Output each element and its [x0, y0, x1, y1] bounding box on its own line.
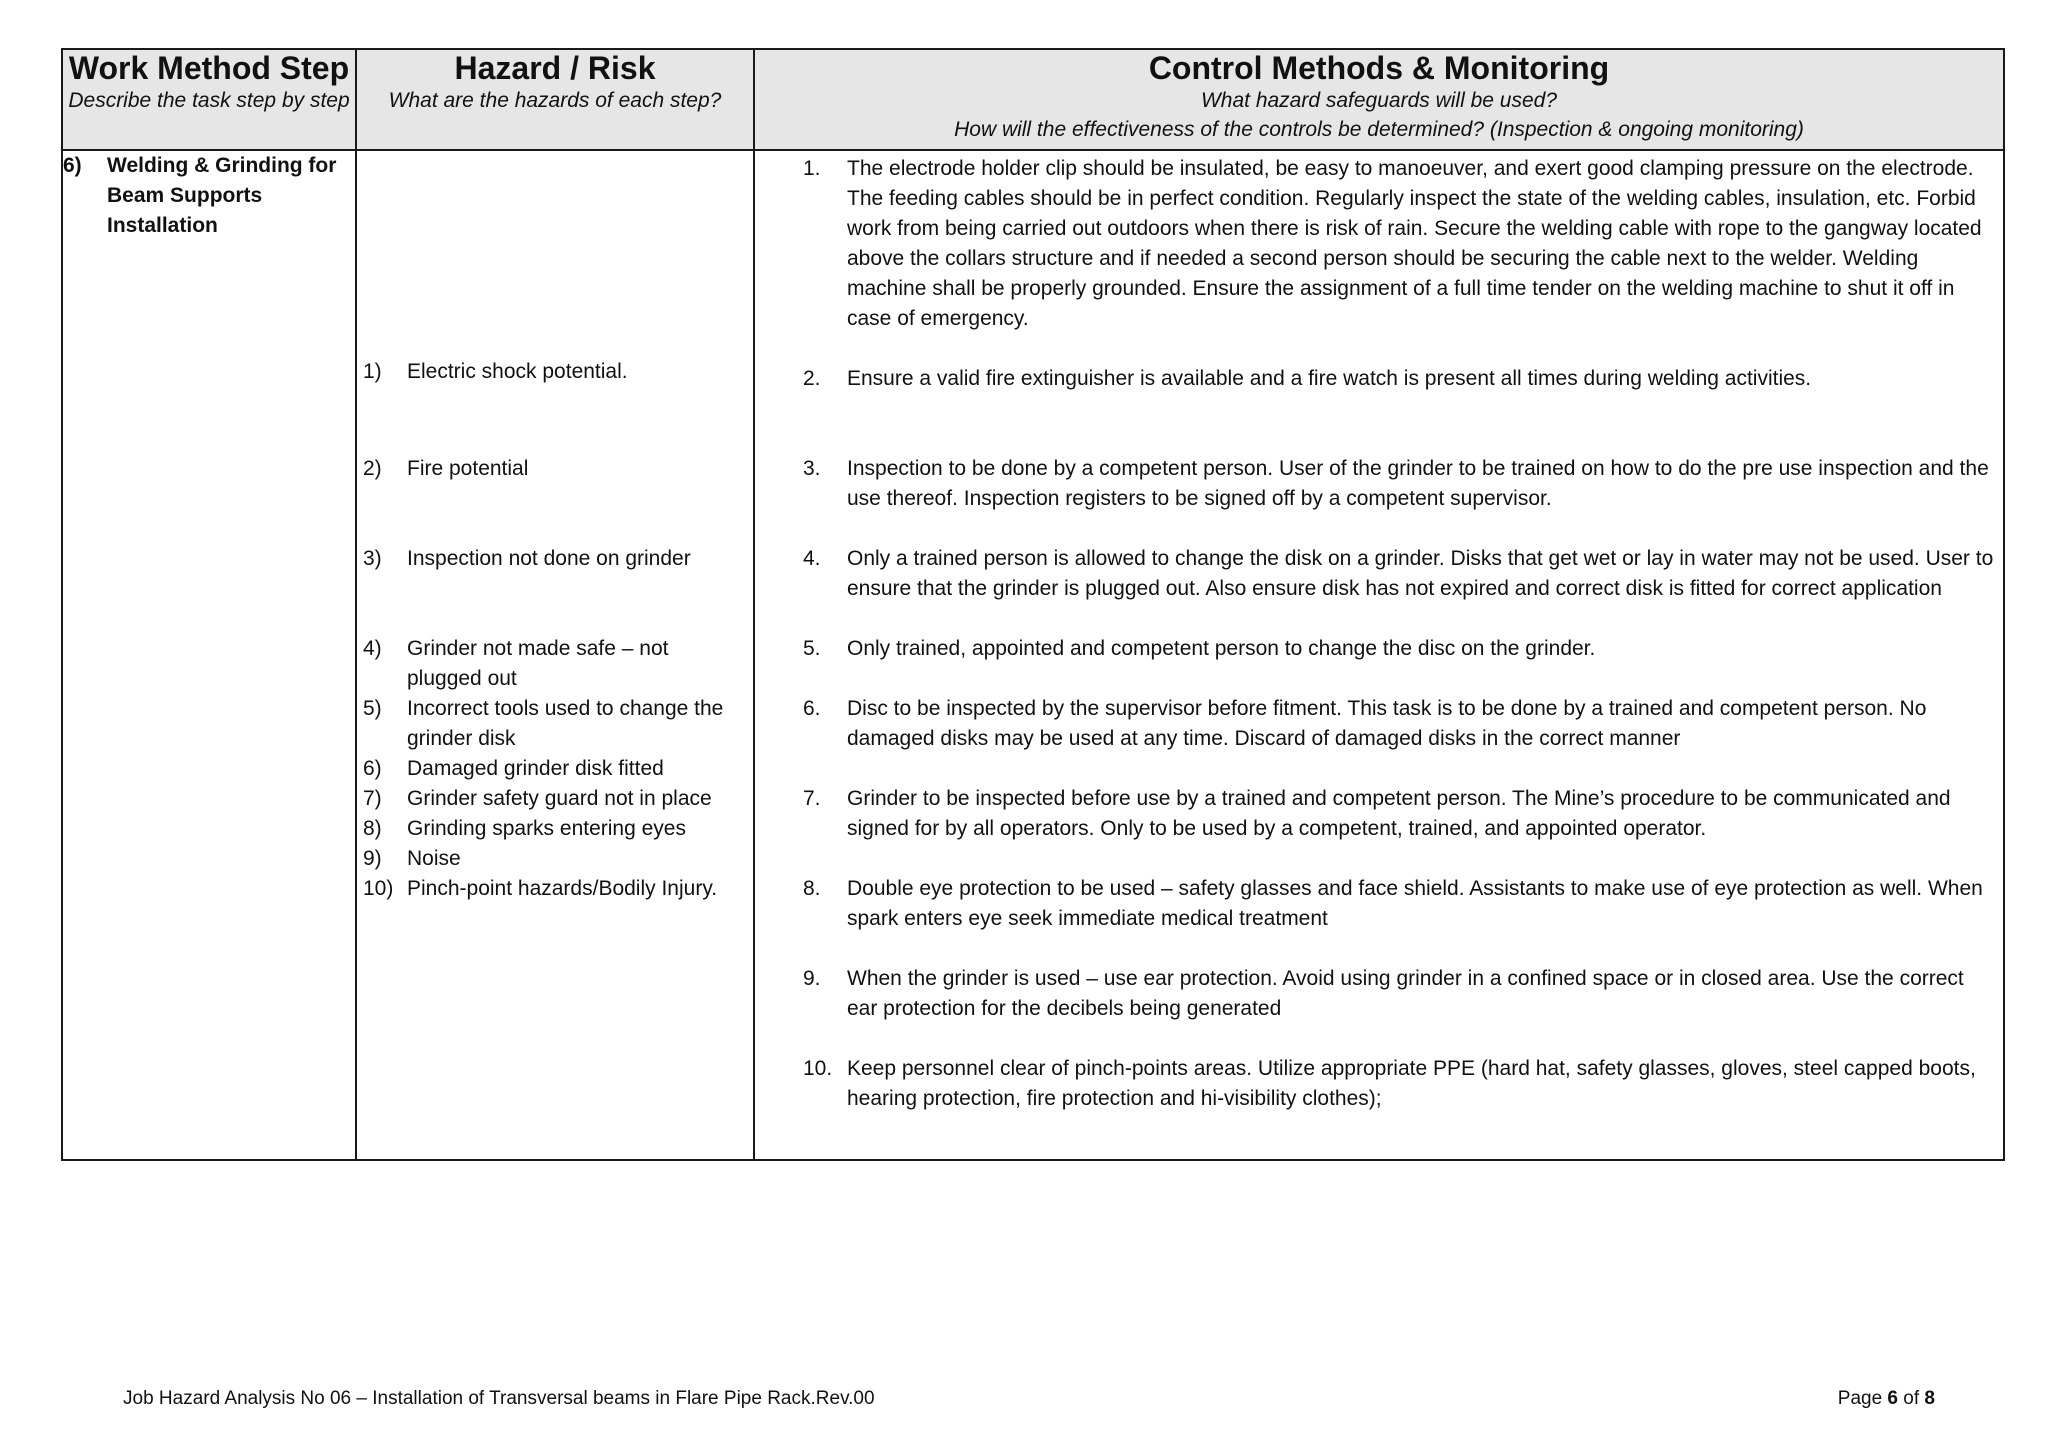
- hazard-item: [363, 454, 749, 484]
- hazard-text: Damaged grinder disk fitted: [407, 757, 664, 780]
- hazard-number: 5): [363, 697, 382, 720]
- control-text: Double eye protection to be used – safety glasses and face shield. Assistants to make use of eye protection as well. When spark enters eye seek immediate medical treatment: [847, 877, 1983, 930]
- control-number: 3.: [803, 457, 821, 480]
- col1-subtitle: Describe the task step by step: [68, 89, 350, 112]
- hazard-item: [363, 814, 749, 844]
- control-item: [803, 154, 1997, 334]
- footer-page-number: [1838, 1386, 1935, 1412]
- controls-cell: [754, 150, 2004, 1160]
- control-number: 1.: [803, 157, 821, 180]
- control-list: [755, 151, 2003, 1114]
- hazard-text: Grinder safety guard not in place: [407, 787, 712, 810]
- control-number: 9.: [803, 967, 821, 990]
- page-of: of: [1903, 1388, 1920, 1409]
- control-text: Keep personnel clear of pinch-points areas. Utilize appropriate PPE (hard hat, safety glasses, gloves, steel capped boots, hearing protection, fire protection and hi-visibility clothes);: [847, 1057, 1976, 1110]
- control-item: [803, 364, 1997, 394]
- control-item: [803, 694, 1997, 754]
- hazard-number: 2): [363, 457, 382, 480]
- col1-title: Work Method Step: [68, 50, 350, 86]
- control-item: [803, 1054, 1997, 1114]
- header-row: [62, 49, 2004, 150]
- hazard-item: [363, 694, 749, 754]
- hazard-item: [363, 754, 749, 784]
- work-method-step: [63, 151, 355, 241]
- hazard-item: [363, 544, 749, 574]
- hazard-number: 6): [363, 757, 382, 780]
- control-number: 8.: [803, 877, 821, 900]
- col3-title: Control Methods & Monitoring: [1148, 50, 1610, 86]
- header-control-methods: [754, 49, 2004, 150]
- jha-table: [61, 48, 2005, 1161]
- control-item: [803, 784, 1997, 844]
- hazard-number: 1): [363, 360, 382, 383]
- hazard-text: Pinch-point hazards/Bodily Injury.: [407, 877, 718, 900]
- hazard-text: Electric shock potential.: [407, 360, 628, 383]
- control-text: Only trained, appointed and competent person to change the disc on the grinder.: [847, 637, 1596, 660]
- control-number: 5.: [803, 637, 821, 660]
- hazard-item: [363, 874, 749, 904]
- control-number: 7.: [803, 787, 821, 810]
- page-label: Page: [1837, 1388, 1883, 1409]
- step-number: 6): [63, 154, 82, 177]
- control-number: 2.: [803, 367, 821, 390]
- control-text: Ensure a valid fire extinguisher is available and a fire watch is present all times during welding activities.: [847, 367, 1812, 390]
- hazard-number: 10): [363, 877, 394, 900]
- control-item: [803, 874, 1997, 934]
- hazard-item: [363, 844, 749, 874]
- control-text: The electrode holder clip should be insulated, be easy to manoeuver, and exert good clamping pressure on the electrode. The feeding cables should be in perfect condition. Regularly inspect the state of the welding cables, insulation, etc. Forbid work from being carried out outdoors when there is risk of rain. Secure the welding cable with rope to the gangway located above the collars structure and if needed a second person should be securing the cable next to the welder. Welding machine shall be properly grounded. Ensure the assignment of a full time tender on the welding machine to shut it off in case of emergency.: [847, 157, 1982, 330]
- footer-document-title: Job Hazard Analysis No 06 – Installation of Transversal beams in Flare Pipe Rack.Rev.00: [123, 1388, 875, 1409]
- hazard-text: Inspection not done on grinder: [407, 547, 691, 570]
- hazard-text: Fire potential: [407, 457, 529, 480]
- header-work-method-step: [62, 49, 356, 150]
- control-text: Disc to be inspected by the supervisor before fitment. This task is to be done by a trained and competent person. No damaged disks may be used at any time. Discard of damaged disks in the correct manner: [847, 697, 1927, 750]
- control-text: Grinder to be inspected before use by a trained and competent person. The Mine’s procedure to be communicated and signed for by all operators. Only to be used by a competent, trained, and appointed operator.: [847, 787, 1951, 840]
- step-text: Welding & Grinding for Beam Supports Installation: [107, 154, 337, 237]
- hazard-number: 7): [363, 787, 382, 810]
- hazard-text: Incorrect tools used to change the grinder disk: [407, 697, 724, 750]
- control-item: [803, 964, 1997, 1024]
- control-text: Inspection to be done by a competent person. User of the grinder to be trained on how to do the pre use inspection and the use thereof. Inspection registers to be signed off by a competent supervisor.: [847, 457, 1989, 510]
- control-number: 6.: [803, 697, 821, 720]
- header-hazard-risk: [356, 49, 754, 150]
- hazard-number: 3): [363, 547, 382, 570]
- step-cell: [62, 150, 356, 1160]
- control-item: [803, 544, 1997, 604]
- control-number: 10.: [803, 1057, 833, 1080]
- page-current: 6: [1887, 1388, 1898, 1409]
- step-row: [62, 150, 2004, 1160]
- control-text: When the grinder is used – use ear protection. Avoid using grinder in a confined space or in closed area. Use the correct ear protection for the decibels being generated: [847, 967, 1964, 1020]
- col3-subtitle-2: How will the effectiveness of the controls be determined? (Inspection & ongoing monitoring): [954, 118, 1804, 141]
- hazards-cell: [356, 150, 754, 1160]
- control-text: Only a trained person is allowed to change the disk on a grinder. Disks that get wet or lay in water may not be used. User to ensure that the grinder is plugged out. Also ensure disk has not expired and correct disk is fitted for correct application: [847, 547, 1994, 600]
- hazard-item: [363, 634, 749, 694]
- hazard-item: [363, 357, 749, 387]
- col3-subtitle-1: What hazard safeguards will be used?: [1200, 89, 1558, 112]
- hazard-number: 8): [363, 817, 382, 840]
- hazard-text: Noise: [407, 847, 461, 870]
- hazard-number: 9): [363, 847, 382, 870]
- control-number: 4.: [803, 547, 821, 570]
- hazard-item: [363, 784, 749, 814]
- page-total: 8: [1924, 1388, 1935, 1409]
- col2-title: Hazard / Risk: [454, 50, 656, 86]
- hazard-number: 4): [363, 637, 382, 660]
- control-item: [803, 634, 1997, 664]
- control-item: [803, 454, 1997, 514]
- col2-subtitle: What are the hazards of each step?: [388, 89, 722, 112]
- hazard-text: Grinder not made safe – not plugged out: [407, 637, 669, 690]
- hazard-list: [357, 151, 753, 904]
- hazard-text: Grinding sparks entering eyes: [407, 817, 686, 840]
